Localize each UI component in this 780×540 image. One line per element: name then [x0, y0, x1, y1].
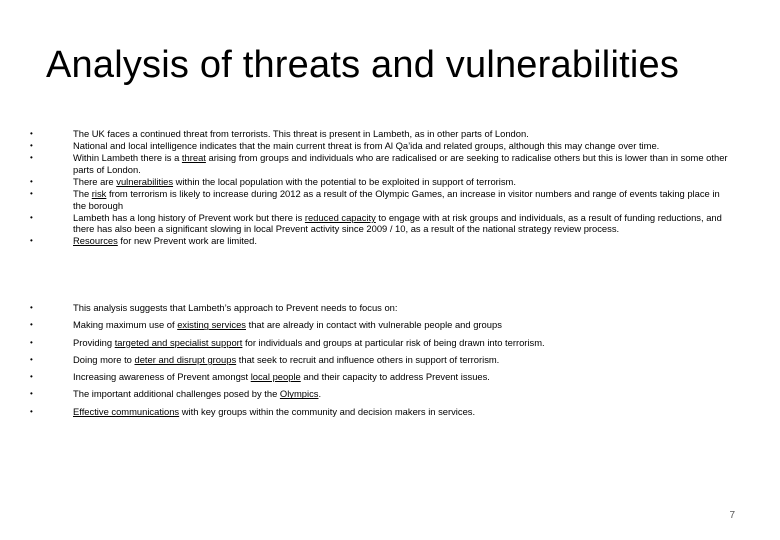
text-segment: that seek to recruit and influence others in support of terrorism.: [236, 353, 500, 365]
text-segment: This analysis suggests that Lambeth’s approach to Prevent needs to focus on:: [73, 302, 398, 313]
bullet-text: [73, 337, 545, 348]
emphasis-text: vulnerabilities: [116, 176, 174, 188]
text-segment: from terrorism is likely to increase during 2012 as a result of the Olympic Games, an increase in visitor numbers and range of events taking place in the borough: [73, 188, 720, 211]
text-segment: Lambeth has a long history of Prevent work but there is: [73, 211, 305, 223]
bullet-icon: •: [30, 406, 33, 416]
emphasis-text: reduced capacity: [304, 211, 376, 223]
bullet-item: [30, 140, 730, 151]
emphasis-text: local people: [250, 371, 301, 383]
bullet-icon: •: [30, 303, 33, 312]
bullet-icon: •: [30, 320, 33, 330]
focus-areas-list: [30, 302, 730, 423]
bullet-text: [73, 354, 499, 365]
emphasis-text: Olympics: [279, 388, 319, 400]
text-segment: The UK faces a continued threat from terrorists. This threat is present in Lambeth, as in other parts of London.: [73, 128, 529, 139]
bullet-icon: •: [30, 354, 33, 364]
text-segment: for new Prevent work are limited.: [117, 235, 257, 247]
bullet-item: [30, 337, 730, 348]
emphasis-text: threat: [181, 152, 206, 164]
bullet-text: [73, 128, 529, 139]
bullet-text: [73, 319, 502, 330]
bullet-item: [30, 388, 730, 399]
bullet-text: [73, 188, 720, 210]
text-segment: The: [73, 188, 92, 200]
bullet-icon: •: [30, 372, 33, 382]
text-segment: National and local intelligence indicates that the main current threat is from Al Qa’ida and related groups, although this may change over time.: [73, 140, 660, 152]
emphasis-text: Effective communications: [73, 405, 180, 417]
bullet-icon: •: [30, 129, 33, 138]
text-segment: Increasing awareness of Prevent amongst: [73, 371, 251, 383]
emphasis-text: risk: [91, 188, 107, 200]
bullet-icon: •: [30, 177, 33, 187]
text-segment: with key groups within the community and decision makers in services.: [179, 405, 476, 417]
bullet-item: [30, 371, 730, 382]
text-segment: that are already in contact with vulnerable people and groups: [245, 319, 502, 331]
emphasis-text: existing services: [177, 319, 246, 331]
text-segment: arising from groups and individuals who are radicalised or are seeking to radicalise others but this is lower than in some other parts of London.: [73, 152, 728, 175]
bullet-text: [73, 371, 490, 382]
bullet-icon: •: [30, 236, 33, 246]
bullet-icon: •: [30, 189, 33, 199]
text-segment: to engage with at risk groups and individuals, as a result of funding reductions, and there has also been a significant slowing in local Prevent activity since 2009 / 10, as a result of the national strategy review process.: [73, 211, 722, 235]
bullet-text: [73, 406, 475, 417]
text-segment: .: [318, 388, 322, 400]
text-segment: Providing: [73, 336, 115, 348]
bullet-item: [30, 319, 730, 330]
bullet-item: [30, 235, 730, 246]
text-segment: for individuals and groups at particular risk of being drawn into terrorism.: [242, 336, 545, 348]
bullet-text: [73, 235, 257, 246]
slide-title: Analysis of threats and vulnerabilities: [46, 44, 680, 86]
bullet-item: [30, 212, 730, 235]
emphasis-text: targeted and specialist support: [114, 336, 243, 348]
emphasis-text: Resources: [73, 235, 118, 247]
text-segment: Doing more to: [73, 353, 135, 365]
bullet-item: [30, 176, 730, 187]
text-segment: and their capacity to address Prevent issues.: [300, 371, 490, 383]
text-segment: There are: [73, 176, 117, 188]
bullet-icon: •: [30, 212, 33, 222]
bullet-item: [30, 354, 730, 365]
text-segment: Within Lambeth there is a: [73, 152, 182, 164]
bullet-text: [73, 388, 321, 399]
bullet-item: [30, 302, 730, 313]
text-segment: Making maximum use of: [73, 319, 178, 331]
bullet-text: [73, 176, 516, 187]
bullet-icon: •: [30, 153, 33, 163]
bullet-icon: •: [30, 337, 33, 347]
bullet-icon: •: [30, 389, 33, 399]
emphasis-text: deter and disrupt groups: [134, 353, 237, 365]
bullet-item: [30, 406, 730, 417]
bullet-item: [30, 188, 730, 211]
bullet-text: [73, 152, 728, 174]
threat-analysis-list: [30, 128, 730, 248]
bullet-text: [73, 140, 659, 151]
bullet-text: [73, 212, 722, 234]
bullet-text: [73, 302, 398, 313]
text-segment: within the local population with the potential to be exploited in support of terrorism.: [173, 176, 516, 188]
bullet-item: [30, 152, 730, 175]
text-segment: The important additional challenges posed by the: [73, 388, 280, 400]
bullet-icon: •: [30, 141, 33, 151]
page-number: 7: [729, 510, 735, 521]
bullet-item: [30, 128, 730, 139]
